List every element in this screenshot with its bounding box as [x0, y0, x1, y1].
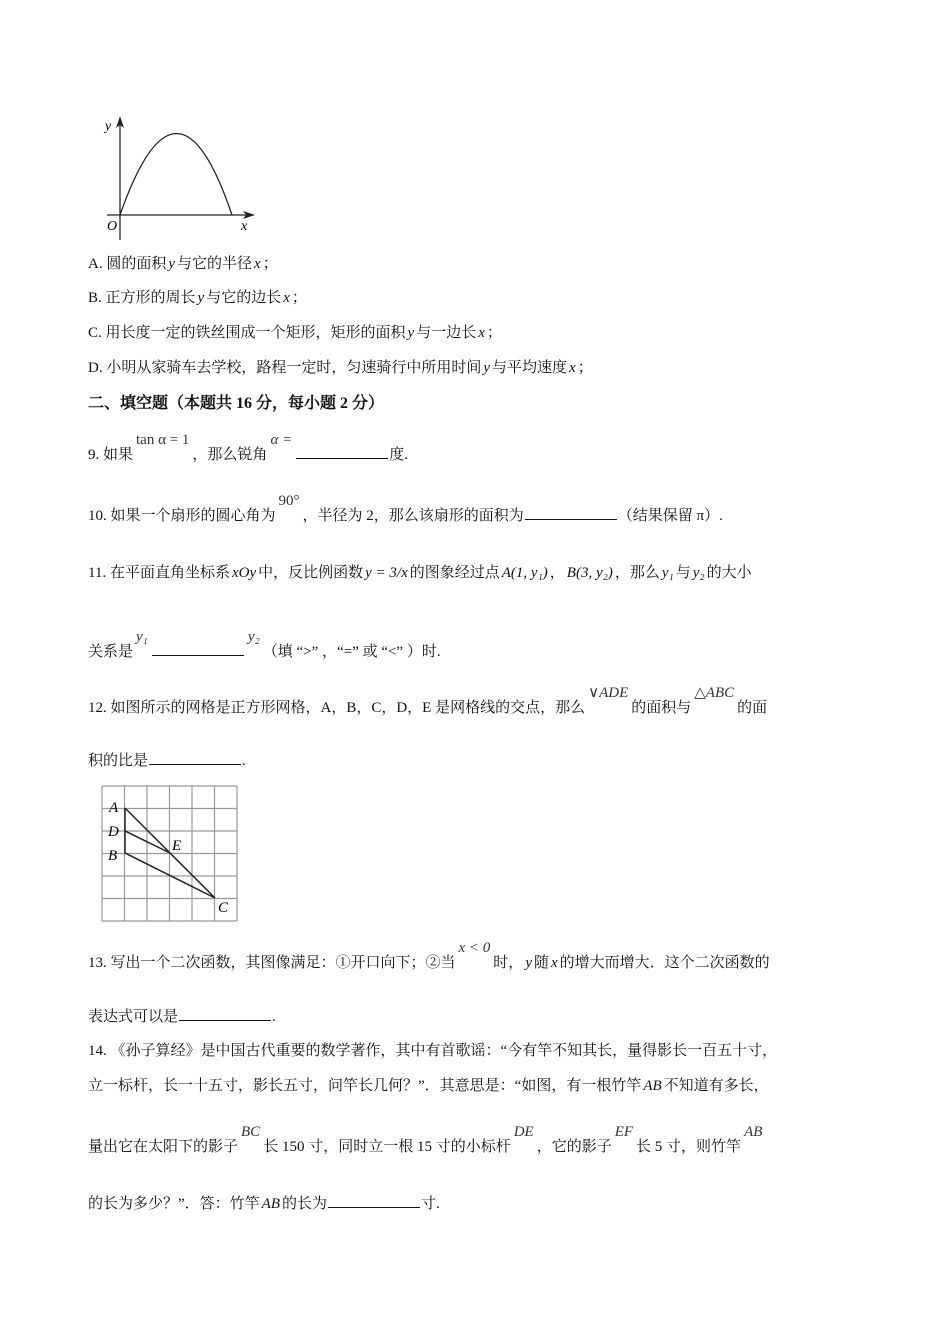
- text: 二、填空题（本题共 16 分，每小题 2 分）: [88, 395, 385, 412]
- math-inline: x: [569, 360, 576, 376]
- text: 关系是: [88, 644, 134, 660]
- origin-label: O: [107, 219, 118, 234]
- y-label: y: [105, 119, 112, 134]
- text: 与: [675, 565, 691, 581]
- option-b: [88, 288, 307, 308]
- math-inline: y₁: [661, 565, 674, 581]
- text: 与一边长: [416, 325, 477, 341]
- label-b: B: [108, 848, 118, 864]
- answer-blank[interactable]: [179, 1004, 271, 1021]
- math-inline: y = 3/x: [365, 565, 408, 581]
- text: 的图象经过点: [409, 565, 500, 581]
- text: 9. 如果: [88, 447, 134, 463]
- text: （结果保留 π）.: [617, 508, 723, 524]
- text: 的面积与: [631, 700, 692, 716]
- text: ，它的影子: [536, 1139, 612, 1155]
- math-inline: B(3, y₂): [566, 565, 613, 581]
- text: 10. 如果一个扇形的圆心角为: [88, 508, 276, 524]
- question-12b: [88, 748, 246, 768]
- parabola-curve: [120, 134, 232, 216]
- text: 与平均速度: [492, 360, 568, 376]
- question-10: [88, 493, 723, 524]
- text: 的长为多少？”．答：竹竿: [88, 1196, 260, 1212]
- text: 积的比是: [88, 753, 149, 769]
- text: 的增大而增大．这个二次函数的: [559, 955, 770, 971]
- text: ；: [262, 256, 278, 272]
- text: （填 “>” ，“=” 或 “<” ）时.: [262, 644, 441, 660]
- text: 11. 在平面直角坐标系: [88, 565, 230, 581]
- option-d: [88, 358, 593, 378]
- text: .: [272, 1009, 276, 1025]
- math-inline: xOy: [231, 565, 257, 581]
- math-expression: x < 0: [458, 940, 491, 956]
- parabola-graph: [95, 112, 265, 242]
- math-expression: ∨ADE: [588, 685, 629, 701]
- math-expression: DE: [513, 1124, 534, 1140]
- label-d: D: [108, 824, 119, 840]
- answer-blank[interactable]: [525, 503, 617, 520]
- text: 度.: [389, 447, 408, 463]
- option-a: [88, 254, 278, 274]
- text: 12. 如图所示的网格是正方形网格，A，B，C，D，E 是网格线的交点，那么: [88, 700, 586, 716]
- text: ，: [549, 565, 565, 581]
- math-expression: EF: [614, 1124, 634, 1140]
- text: C. 用长度一定的铁丝围成一个矩形，矩形的面积: [88, 325, 406, 341]
- option-c: [88, 323, 502, 343]
- math-expression: △ABC: [694, 685, 735, 701]
- answer-blank[interactable]: [296, 442, 388, 459]
- text: 不知道有多长，: [663, 1078, 769, 1094]
- text: A. 圆的面积: [88, 256, 167, 272]
- math-inline: y: [525, 955, 532, 971]
- x-label: x: [241, 219, 248, 234]
- text: 时，: [493, 955, 524, 971]
- math-inline: A(1, y₁): [501, 565, 548, 581]
- math-inline: AB: [261, 1196, 280, 1212]
- math-expression: y₁: [136, 629, 148, 645]
- math-inline: y: [168, 256, 176, 272]
- text: 立一标杆，长一十五寸，影长五寸，问竿长几何？”．其意思是：“如图，有一根竹竿: [88, 1078, 642, 1094]
- text: 长 5 寸，则竹竿: [636, 1139, 742, 1155]
- question-9: [88, 432, 408, 463]
- label-c: C: [218, 900, 229, 916]
- question-14c: [88, 1124, 765, 1157]
- math-inline: y: [197, 290, 205, 306]
- text: 的长为: [282, 1196, 328, 1212]
- text: 表达式可以是: [88, 1009, 179, 1025]
- math-expression: y₂: [247, 629, 260, 645]
- math-inline: y: [483, 360, 491, 376]
- math-inline: y₂: [692, 565, 705, 581]
- question-14b: [88, 1076, 769, 1096]
- math-expression: tan α = 1: [136, 432, 190, 448]
- math-inline: x: [254, 256, 261, 272]
- text: ；: [486, 325, 502, 341]
- text: .: [242, 753, 246, 769]
- math-inline: x: [478, 325, 485, 341]
- question-13: [88, 940, 770, 973]
- text: 14. 《孙子算经》是中国古代重要的数学著作，其中有首歌谣：“今有竿不知其长，量得影长一百五十寸，: [88, 1043, 778, 1059]
- math-inline: x: [551, 955, 558, 971]
- math-inline: x: [283, 290, 290, 306]
- text: ，那么: [614, 565, 660, 581]
- question-13b: [88, 1004, 276, 1024]
- label-a: A: [109, 800, 119, 816]
- text: 量出它在太阳下的影子: [88, 1139, 239, 1155]
- label-e: E: [172, 838, 182, 854]
- text: ，那么锐角: [192, 447, 268, 463]
- math-inline: AB: [643, 1078, 662, 1094]
- question-11b: [88, 629, 441, 660]
- question-12: [88, 685, 768, 718]
- text: 与它的半径: [177, 256, 253, 272]
- math-expression: α =: [270, 432, 293, 448]
- text: B. 正方形的周长: [88, 290, 196, 306]
- math-inline: y: [407, 325, 415, 341]
- question-14d: [88, 1191, 440, 1211]
- grid-figure: [95, 780, 245, 926]
- answer-blank[interactable]: [152, 639, 244, 656]
- text: 随: [533, 955, 549, 971]
- question-14: [88, 1041, 777, 1061]
- math-expression: 90°: [278, 493, 300, 509]
- text: 13. 写出一个二次函数，其图像满足：①开口向下；②当: [88, 955, 456, 971]
- text: 长 150 寸，同时立一根 15 寸的小标杆: [263, 1139, 511, 1155]
- answer-blank[interactable]: [328, 1191, 420, 1208]
- text: 的大小: [706, 565, 752, 581]
- section-heading: [88, 394, 384, 414]
- text: ，半径为 2，那么该扇形的面积为: [302, 508, 524, 524]
- answer-blank[interactable]: [149, 748, 241, 765]
- question-11: [88, 563, 752, 583]
- text: 中，反比例函数: [258, 565, 364, 581]
- text: 与它的边长: [206, 290, 282, 306]
- math-expression: AB: [744, 1124, 763, 1140]
- math-expression: BC: [241, 1124, 261, 1140]
- text: ；: [291, 290, 307, 306]
- text: 寸.: [421, 1196, 440, 1212]
- text: ；: [577, 360, 593, 376]
- text: 的面: [737, 700, 768, 716]
- text: D. 小明从家骑车去学校，路程一定时，匀速骑行中所用时间: [88, 360, 482, 376]
